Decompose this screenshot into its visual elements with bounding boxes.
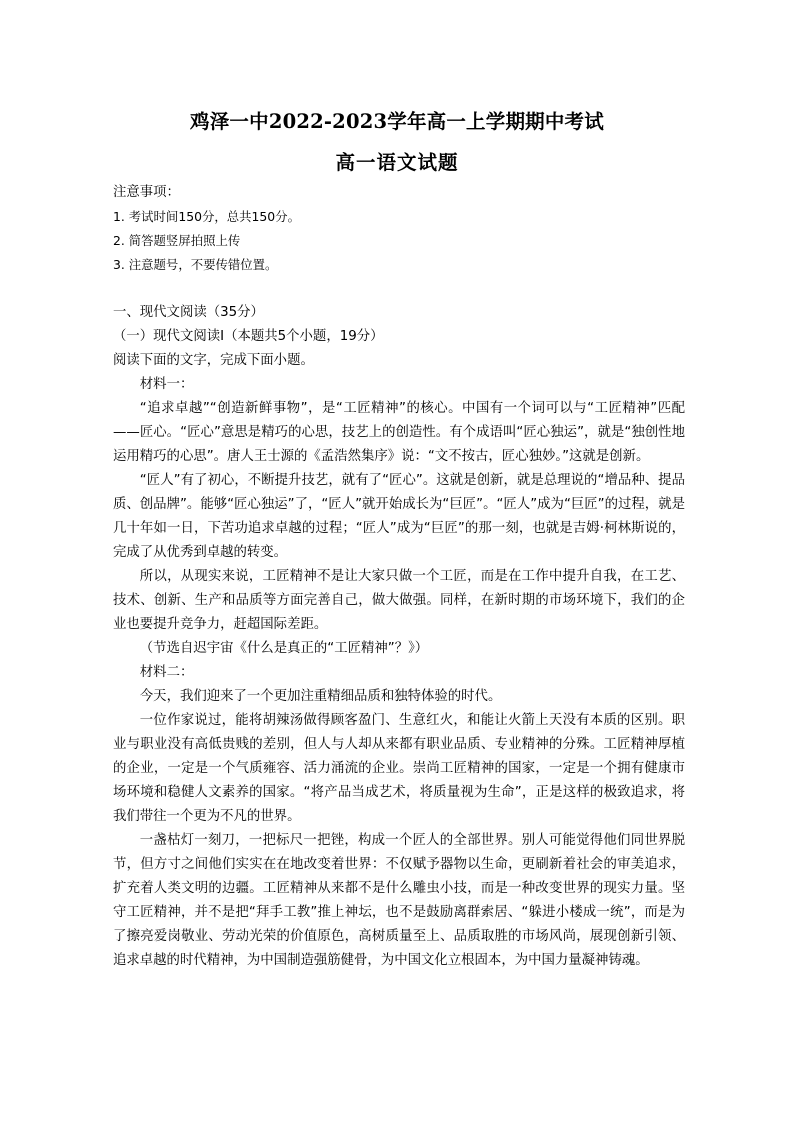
exam-subtitle: 高一语文试题: [335, 151, 459, 174]
material2-paragraph: 一盏枯灯一刻刀，一把标尺一把锉，构成一个匠人的全部世界。别人可能觉得他们同世界脱节，但方寸之间他们实实在在地改变着世界：不仅赋予器物以生命，更刷新着社会的审美追求，扩充着人类文明的边疆。工匠精神从来都不是什么雕虫小技，而是一种改变世界的现实力量。坚守工匠精神，并不是把“拜手工教”推上神坛，也不是鼓励离群索居、“躲进小楼成一统”，而是为了擦亮爱岗敬业、劳动光荣的价值原色，高树质量至上、品质取胜的市场风尚，展现创新引领、追求卓越的时代精神，为中国制造强筋健骨，为中国文化立根固本，为中国力量凝神铸魂。: [113, 833, 685, 968]
notice-item: 3. 注意题号，不要传错位置。: [113, 257, 278, 272]
material2-label: 材料二：: [139, 665, 194, 680]
material1-paragraph: “匠人”有了初心，不断提升技艺，就有了“匠心”。这就是创新，就是总理说的“增品种、提品质、创品牌”。能够“匠心独运”了，“匠人”就开始成长为“巨匠”。“匠人”成为“巨匠”的过程，就是几十年如一日，下苦功追求卓越的过程；“匠人”成为“巨匠”的那一刻，也就是吉姆·柯林斯说的，完成了从优秀到卓越的转变。: [113, 473, 685, 560]
spacer: [113, 277, 685, 301]
notice-heading: 注意事项：: [113, 185, 180, 200]
material1-paragraph: 所以，从现实来说，工匠精神不是让大家只做一个工匠，而是在工作中提升自我，在工艺、技术、创新、生产和品质等方面完善自己，做大做强。同样，在新时期的市场环境下，我们的企业也要提升竞争力，赶超国际差距。: [113, 569, 685, 632]
exam-body: [113, 181, 685, 973]
notice-item: 1. 考试时间150分，总共150分。: [113, 209, 300, 224]
exam-title: 鸡泽一中2022-2023学年高一上学期期中考试: [190, 110, 604, 133]
section-subheading: （一）现代文阅读Ⅰ（本题共5个小题，19分）: [113, 329, 384, 344]
section-heading: 一、现代文阅读（35分）: [113, 305, 264, 320]
material1-paragraph: “追求卓越”“创造新鲜事物”，是“工匠精神”的核心。中国有一个词可以与“工匠精神”匹配——匠心。“匠心”意思是精巧的心思，技艺上的创造性。有个成语叫“匠心独运”，就是“独创性地运用精巧的心思”。唐人王士源的《孟浩然集序》说：“文不按古，匠心独妙。”这就是创新。: [113, 401, 685, 464]
notice-item: 2. 简答题竖屏拍照上传: [113, 233, 241, 248]
material1-source: （节选自迟宇宙《什么是真正的“工匠精神”？》）: [139, 641, 429, 656]
material2-paragraph: 一位作家说过，能将胡辣汤做得顾客盈门、生意红火，和能让火箭上天没有本质的区别。职业与职业没有高低贵贱的差别，但人与人却从来都有职业品质、专业精神的分殊。工匠精神厚植的企业，一定是一个气质雍容、活力涌流的企业。崇尚工匠精神的国家，一定是一个拥有健康市场环境和稳健人文素养的国家。“将产品当成艺术，将质量视为生命”，正是这样的极致追求，将我们带往一个更为不凡的世界。: [113, 713, 685, 824]
material1-label: 材料一：: [139, 377, 194, 392]
reading-instruction: 阅读下面的文字，完成下面小题。: [113, 353, 314, 368]
material2-paragraph: 今天，我们迎来了一个更加注重精细品质和独特体验的时代。: [139, 689, 502, 704]
